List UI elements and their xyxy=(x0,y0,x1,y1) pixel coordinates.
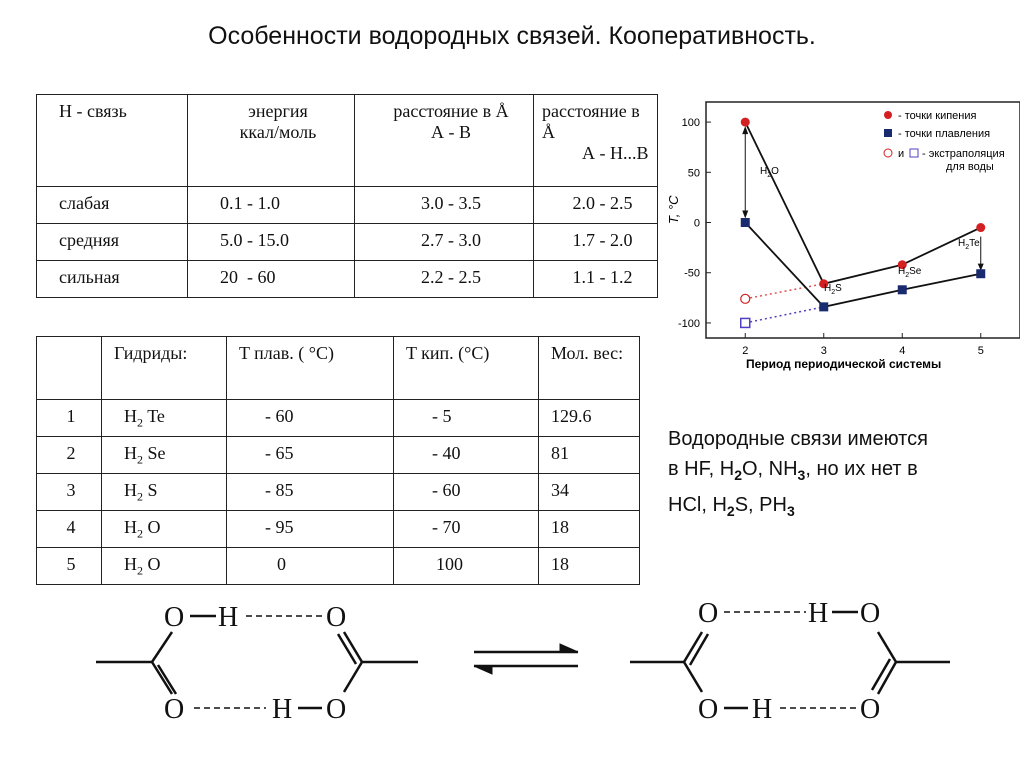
x-tick-label: 2 xyxy=(742,345,749,357)
y-tick-label: 100 xyxy=(681,117,700,130)
hydride-formula: $H_2$ Te xyxy=(102,400,227,437)
table-row: слабая 0.1 - 1.0 3.0 - 3.5 2.0 - 2.5 xyxy=(37,187,658,224)
atom-o: O xyxy=(164,694,185,725)
legend-melt-marker xyxy=(884,129,892,137)
data-point-boil xyxy=(741,118,750,127)
x-tick-label: 5 xyxy=(977,345,984,357)
atom-o: O xyxy=(326,694,347,725)
atom-h: H xyxy=(272,694,293,725)
atom-h: H xyxy=(752,694,773,725)
legend-item: для воды xyxy=(946,161,994,173)
x-axis-label: Период периодической системы xyxy=(746,357,942,371)
label-h2o: $H_2O$ xyxy=(760,166,779,179)
table-header-row xyxy=(37,95,658,187)
y-tick-label: 50 xyxy=(687,167,700,180)
hydride-formula: $H_2$ S xyxy=(102,474,227,511)
header-cell: энергия ккал/моль xyxy=(188,95,355,187)
table-header-row: Гидриды: T плав. ( °C) T кип. (°C) Мол. вес: xyxy=(37,337,640,400)
hydride-formula: $H_2$ Se xyxy=(102,437,227,474)
x-tick-label: 3 xyxy=(820,345,827,357)
data-point-melt xyxy=(898,285,907,294)
table-row: 4 $H_2$ O - 95 - 70 18 xyxy=(37,511,640,548)
chart-legend xyxy=(884,110,1005,173)
hydrides-table xyxy=(36,336,640,585)
legend-item: и xyxy=(898,148,905,160)
legend-item: - точки кипения xyxy=(898,110,977,122)
atom-o: O xyxy=(326,602,347,633)
hbond-note: Водородные связи имеются в HF, $H_2O$, $NH_3$, но их нет в HCl, $H_2S$, $PH_3$ xyxy=(668,428,928,519)
extrapolation-melt-line xyxy=(745,307,824,323)
atom-o: O xyxy=(164,602,185,633)
equilibrium-arrows-icon xyxy=(474,644,578,674)
data-point-melt xyxy=(819,302,828,311)
table-row: 3 $H_2$ S - 85 - 60 34 xyxy=(37,474,640,511)
hydride-formula: $H_2$ O xyxy=(102,511,227,548)
atom-o: O xyxy=(860,694,881,725)
data-point-melt xyxy=(741,218,750,227)
label-h2te: $H_2Te$ xyxy=(958,238,980,251)
header-cell: расстояние в Å А - В xyxy=(355,95,534,187)
header-cell: расстояние в Å А - H...B xyxy=(534,95,658,187)
hbond-table xyxy=(36,94,658,298)
legend-item: - точки плавления xyxy=(898,128,991,140)
legend-boil-marker xyxy=(884,111,892,119)
legend-extrap-marker xyxy=(884,149,892,157)
label-h2se: $H_2Se$ xyxy=(898,266,922,279)
series-line xyxy=(745,223,981,307)
atom-o: O xyxy=(698,694,719,725)
hydride-formula: $H_2$ O xyxy=(102,548,227,585)
table-row: 2 $H_2$ Se - 65 - 40 81 xyxy=(37,437,640,474)
atom-h: H xyxy=(218,602,239,633)
x-tick-label: 4 xyxy=(899,345,906,357)
header-cell: H - связь xyxy=(37,95,188,187)
atom-o: O xyxy=(698,598,719,629)
y-axis-label: T, °C xyxy=(666,195,681,224)
y-tick-label: 0 xyxy=(693,217,700,230)
acetic-acid-dimer-diagram xyxy=(0,590,1024,740)
h2o-gap-arrowhead xyxy=(742,210,748,218)
y-tick-label: -50 xyxy=(684,267,700,280)
y-tick-label: -100 xyxy=(677,317,700,330)
table-row: сильная 20 - 60 2.2 - 2.5 1.1 - 1.2 xyxy=(37,261,658,298)
x-axis xyxy=(742,333,984,357)
data-point-boil xyxy=(976,223,985,232)
extrapolation-melt-point xyxy=(741,318,750,327)
legend-item: - экстраполяция xyxy=(922,148,1005,160)
legend-extrap-marker xyxy=(910,149,918,157)
atom-o: O xyxy=(860,598,881,629)
data-point-melt xyxy=(976,269,985,278)
right-dimer xyxy=(630,612,950,708)
table-row: 1 $H_2$ Te - 60 - 5 129.6 xyxy=(37,400,640,437)
extrapolation-boil-line xyxy=(745,284,824,299)
left-dimer xyxy=(96,616,418,708)
page-title: Особенности водородных связей. Кооперативность. xyxy=(208,22,816,50)
label-h2s: $H_2S$ xyxy=(824,283,842,296)
extrapolation-boil-point xyxy=(741,294,750,303)
hydrides-chart xyxy=(664,96,1020,374)
table-row: 5 $H_2$ O 0 100 18 xyxy=(37,548,640,585)
atom-h: H xyxy=(808,598,829,629)
table-row: средняя 5.0 - 15.0 2.7 - 3.0 1.7 - 2.0 xyxy=(37,224,658,261)
